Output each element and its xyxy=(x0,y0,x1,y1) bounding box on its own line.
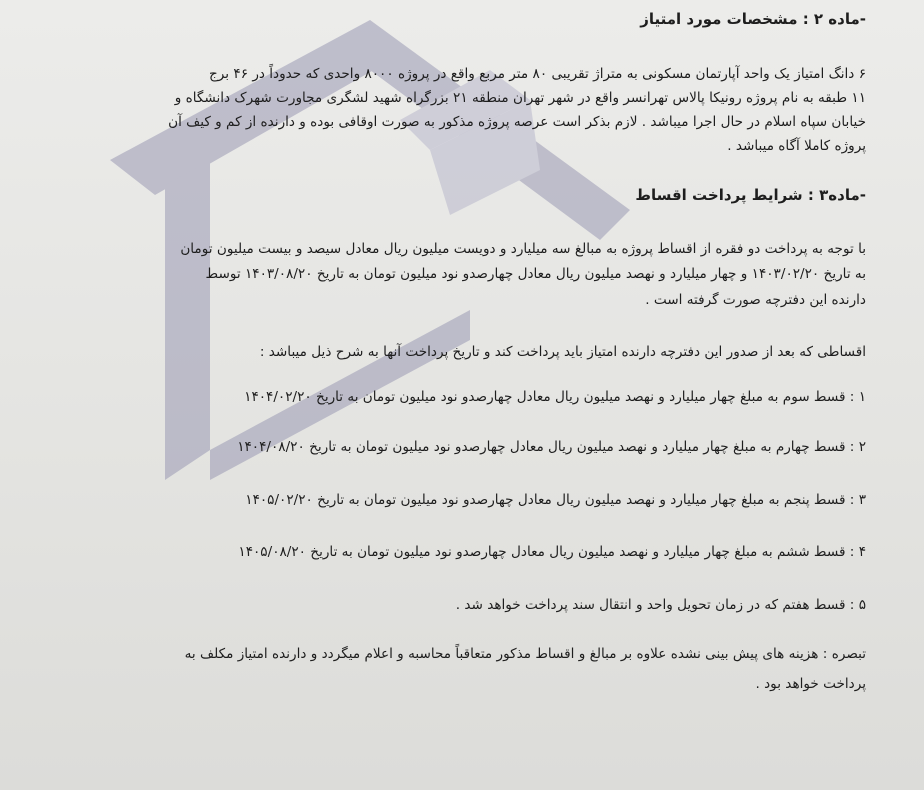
installment-item: ۵ : قسط هفتم که در زمان تحویل واحد و انتقال سند پرداخت خواهد شد . xyxy=(455,597,866,613)
article-3-intro-line-1: با توجه به پرداخت دو فقره از اقساط پروژه به مبالغ سه میلیارد و دویست میلیون ریال معادل سیصد و بیست میلیون تومان xyxy=(180,241,866,257)
note-line-2: پرداخت خواهد بود . xyxy=(755,676,866,692)
article-2-line-1: ۶ دانگ امتیاز یک واحد آپارتمان مسکونی به متراژ تقریبی ۸۰ متر مربع واقع در پروژه ۸۰۰۰ واحدی که حدوداً در ۴۶ برج xyxy=(209,66,866,82)
article-3-title: -ماده۳ : شرایط پرداخت اقساط xyxy=(635,186,866,204)
note-line-1: تبصره : هزینه های پیش بینی نشده علاوه بر مبالغ و اقساط مذکور متعاقباً محاسبه و اعلام میگردد و دارنده امتیاز مکلف به xyxy=(184,646,866,662)
installment-item: ۴ : قسط ششم به مبلغ چهار میلیارد و نهصد میلیون ریال معادل چهارصدو نود میلیون تومان به تاریخ ۱۴۰۵/۰۸/۲۰ xyxy=(238,544,866,560)
installment-item: ۱ : قسط سوم به مبلغ چهار میلیارد و نهصد میلیون ریال معادل چهارصدو نود میلیون تومان به تاریخ ۱۴۰۴/۰۲/۲۰ xyxy=(244,389,866,405)
article-2-line-2: ۱۱ طبقه به نام پروژه رونیکا پالاس تهرانسر واقع در شهر تهران منطقه ۲۱ بزرگراه شهید لشگری مجاورت شهرک دانشگاه و xyxy=(174,90,866,106)
article-2-title: -ماده ۲ : مشخصات مورد امتیاز xyxy=(640,10,866,28)
article-2-line-4: پروژه کاملا آگاه میباشد . xyxy=(727,138,866,154)
article-2-line-3: خیابان سپاه اسلام در حال اجرا میباشد . لازم بذکر است عرصه پروژه مذکور به صورت اوقافی بوده و دارنده از کم و کیف آن xyxy=(168,114,866,130)
installment-item: ۳ : قسط پنجم به مبلغ چهار میلیارد و نهصد میلیون ریال معادل چهارصدو نود میلیون تومان به تاریخ ۱۴۰۵/۰۲/۲۰ xyxy=(245,492,866,508)
article-3-intro-line-2: به تاریخ ۱۴۰۳/۰۲/۲۰ و چهار میلیارد و نهصد میلیون ریال معادل چهارصدو نود میلیون تومان به تاریخ ۱۴۰۳/۰۸/۲۰ توسط xyxy=(205,266,866,282)
article-3-intro-line-3: دارنده این دفترچه صورت گرفته است . xyxy=(645,292,866,308)
installment-item: ۲ : قسط چهارم به مبلغ چهار میلیارد و نهصد میلیون ریال معادل چهارصدو نود میلیون تومان به تاریخ ۱۴۰۴/۰۸/۲۰ xyxy=(237,439,866,455)
remaining-installments-intro: اقساطی که بعد از صدور این دفترچه دارنده امتیاز باید پرداخت کند و تاریخ پرداخت آنها به شرح ذیل میباشد : xyxy=(259,344,866,360)
house-logo-watermark xyxy=(70,10,710,510)
